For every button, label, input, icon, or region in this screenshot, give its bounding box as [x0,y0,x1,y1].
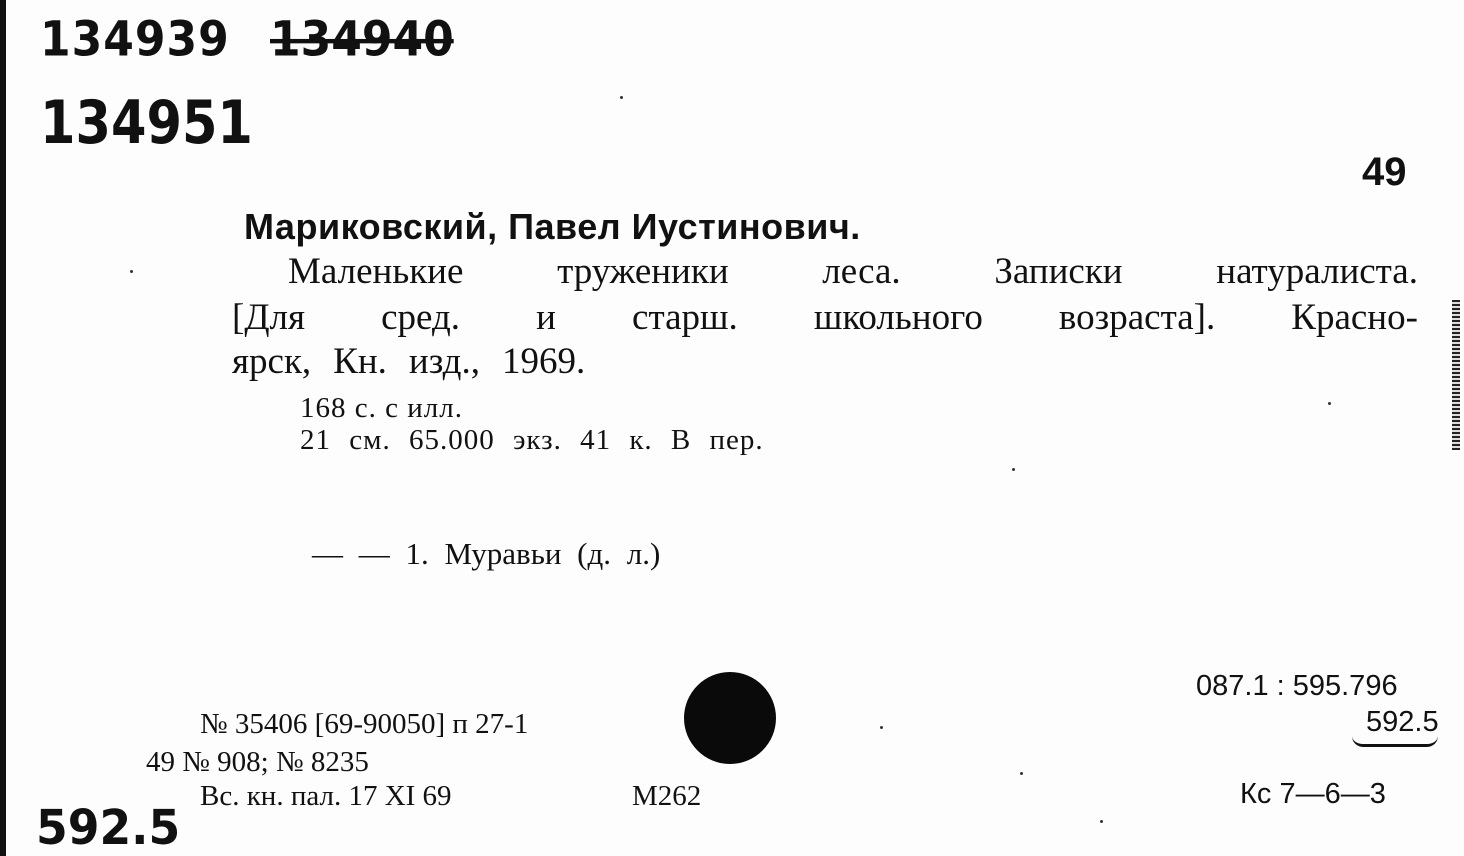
word: школьного [813,297,983,338]
speck [620,96,623,99]
word: Маленькие [288,251,464,292]
word: и [536,297,556,338]
handwritten-inventory-number-2: 134951 [40,88,253,158]
udc-subclass: 592.5 [1366,706,1439,738]
speck [1100,820,1103,823]
speck [880,726,883,729]
speck [130,270,133,273]
word: 1969. [501,341,586,382]
order-number: № 35406 [69-90050] п 27-1 [200,708,529,740]
print-code: М262 [632,780,702,812]
word: труженики [557,251,729,292]
speck [1328,402,1331,405]
udc-classification: 087.1 : 595.796 [1196,670,1398,702]
subject-tracing: — — 1. Муравьи (д. л.) [312,536,661,571]
reference-numbers: 49 № 908; № 8235 [146,746,369,778]
word: изд., [408,341,480,382]
word: леса. [822,251,901,292]
word: Красно- [1291,297,1418,338]
punch-hole [684,672,776,764]
author-heading: Мариковский, Павел Иустинович. [244,206,861,247]
word: Кн. [333,341,387,382]
handwritten-crossed-number: 134940 [270,11,454,68]
word: сред. [381,297,461,338]
title-line-2 [232,296,1418,339]
word: ярск, [232,341,312,382]
physical-description: 168 с. с илл. [300,392,463,424]
card-left-edge [0,0,6,856]
speck [1012,468,1015,471]
word: [Для [232,297,306,338]
book-chamber-line: Вс. кн. пал. 17 XI 69 [200,780,452,812]
title-line-3 [232,340,585,383]
edition-details: 21 см. 65.000 экз. 41 к. В пер. [300,424,764,456]
handwritten-inventory-number: 134939 [40,11,230,68]
handwritten-underline [1352,736,1438,747]
card-right-edge [1452,300,1460,450]
word: натуралиста. [1216,251,1418,292]
title-line-1 [288,250,1418,293]
word: старш. [632,297,738,338]
card-corner-number: 49 [1362,150,1407,194]
word: возраста]. [1058,297,1216,338]
word: Записки [994,251,1123,292]
handwritten-shelf-mark: 592.5 [36,800,181,856]
ks-code: Кс 7—6—3 [1240,778,1386,810]
speck [1020,772,1023,775]
